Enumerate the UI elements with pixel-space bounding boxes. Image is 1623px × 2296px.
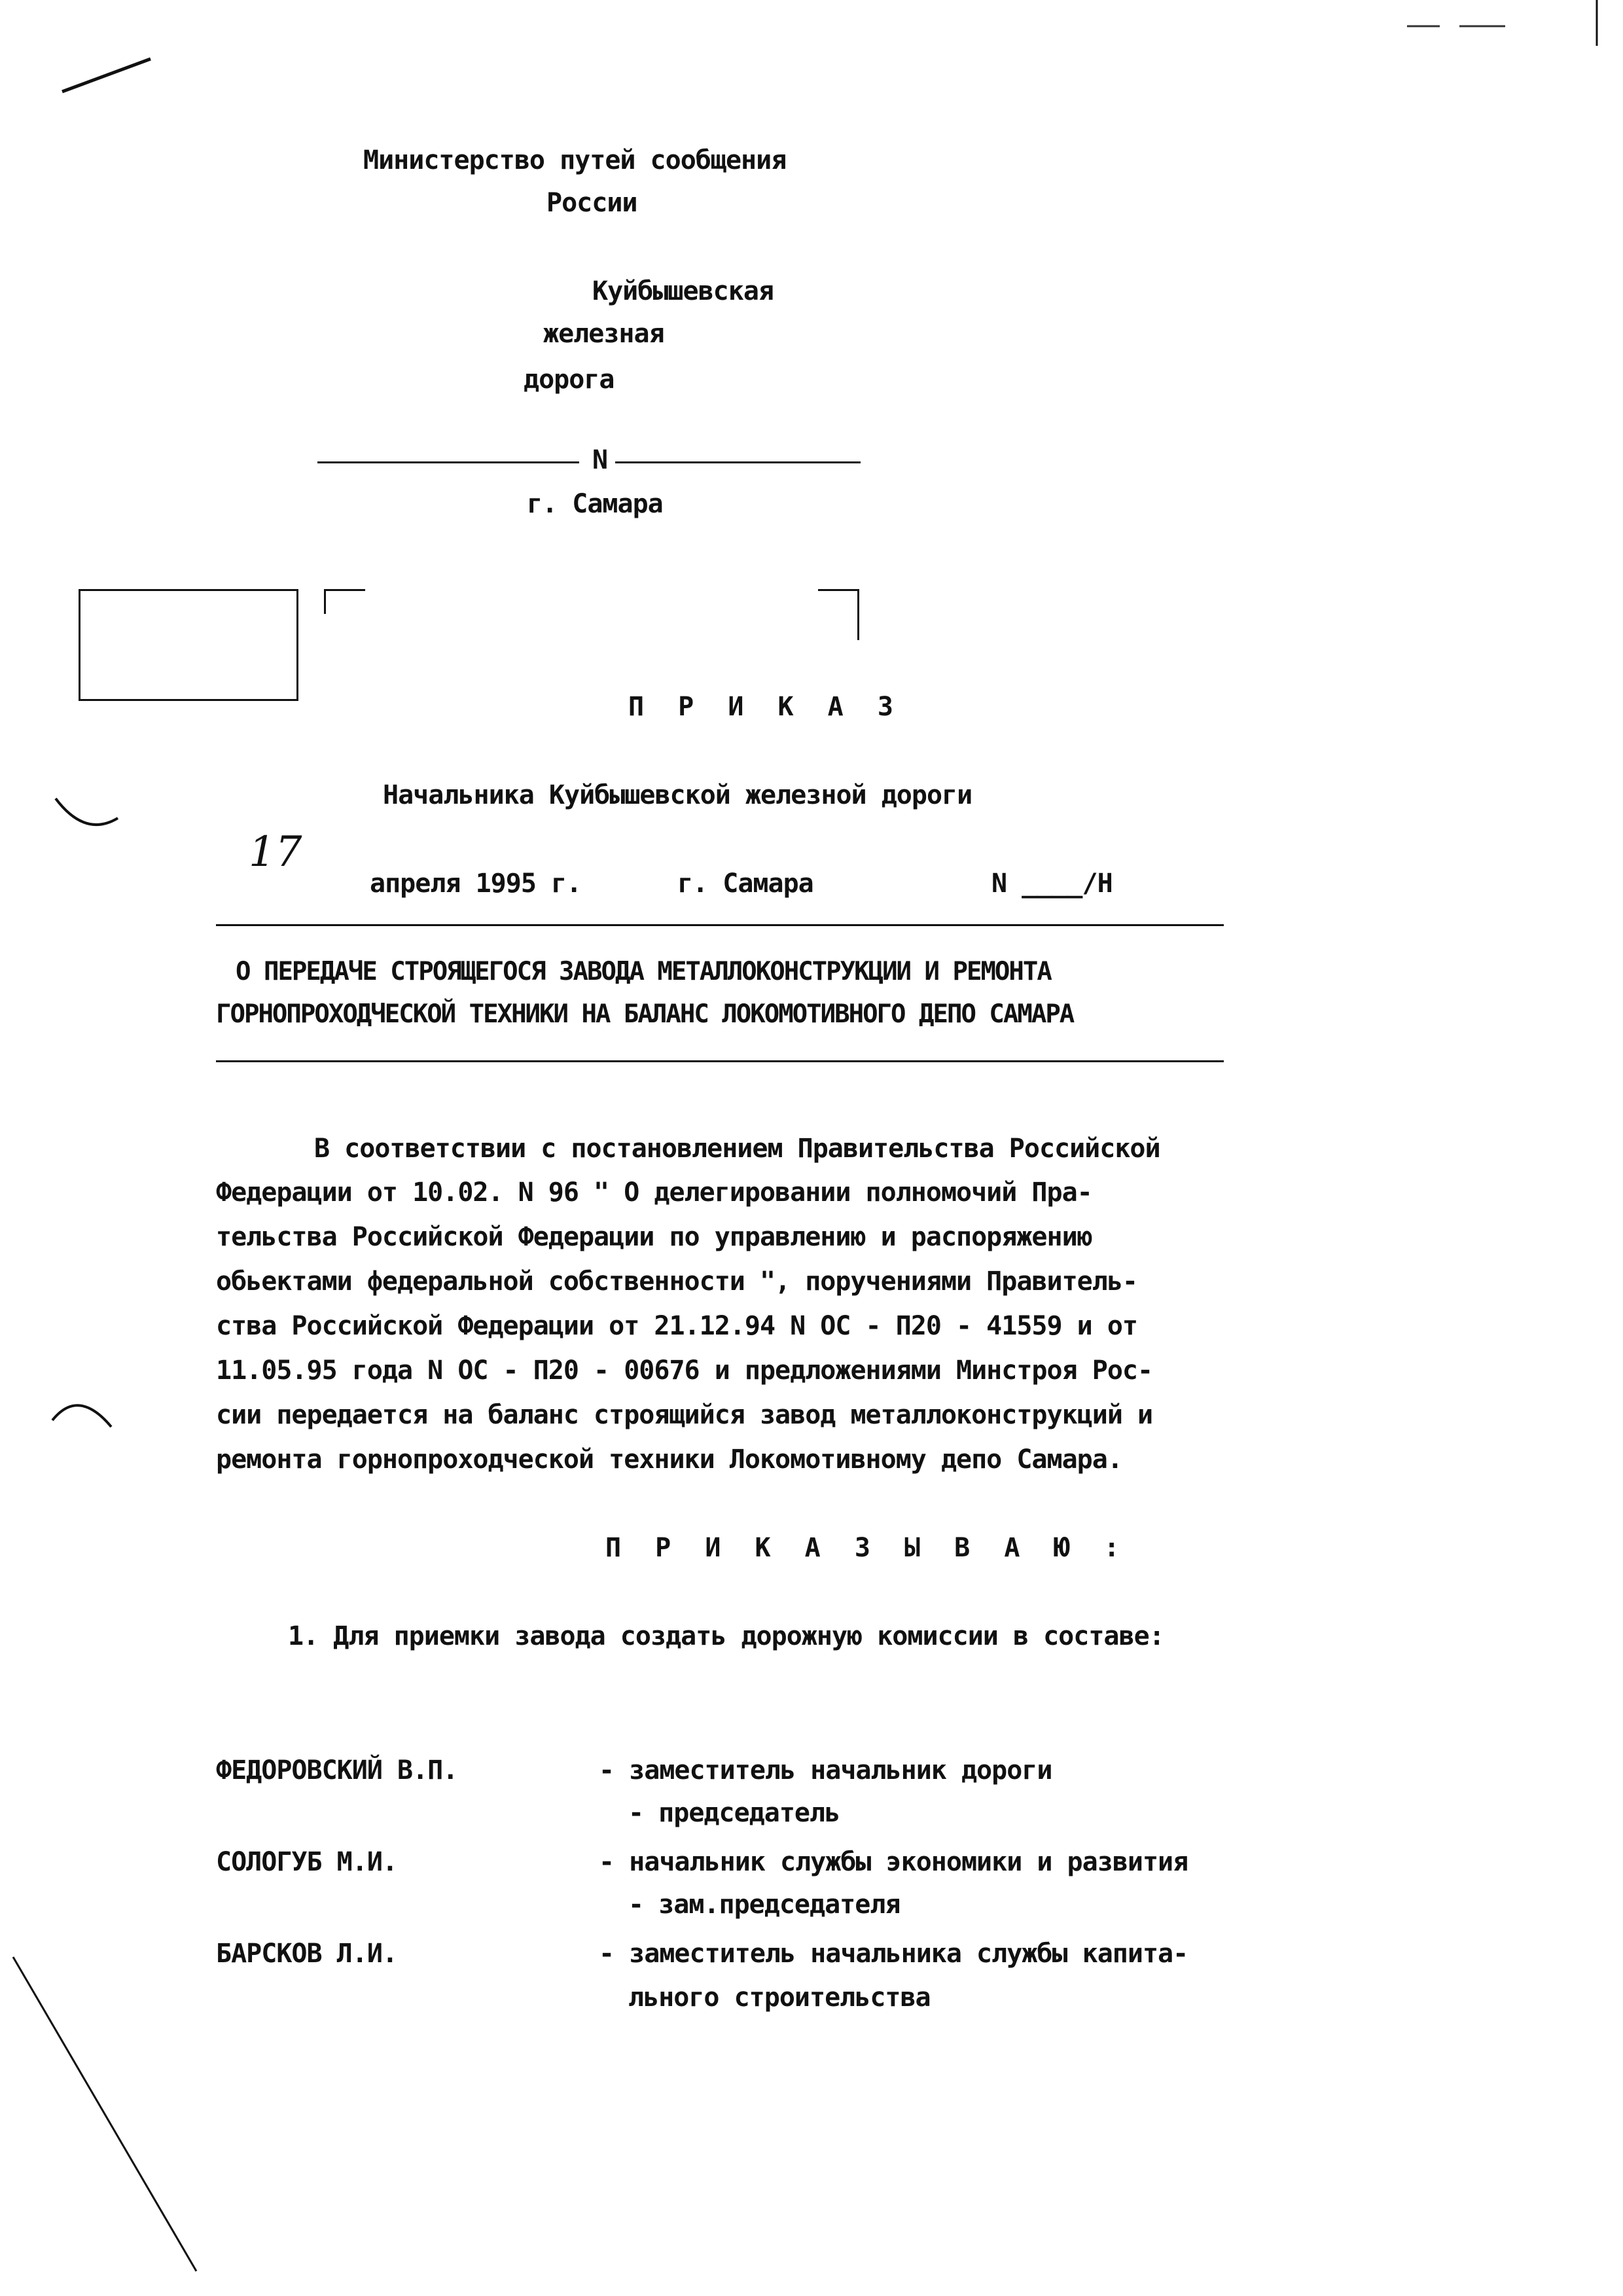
subject-rule-bottom — [216, 1060, 1224, 1062]
body-line: обьектами федеральной собственности ", поручениями Правитель- — [216, 1266, 1138, 1297]
subject-line1: О ПЕРЕДАЧЕ СТРОЯЩЕГОСЯ ЗАВОДА МЕТАЛЛОКОНСТРУКЦИИ И РЕМОНТА — [236, 957, 1051, 986]
subject-line2: ГОРНОПРОХОДЧЕСКОЙ ТЕХНИКИ НА БАЛАНС ЛОКОМОТИВНОГО ДЕПО САМАРА — [216, 999, 1074, 1029]
registration-stamp-frame — [79, 589, 298, 701]
order-title: П Р И К А З — [628, 692, 902, 722]
commission-member-role-sub: - председатель — [628, 1798, 840, 1828]
header-city: г. Самара — [527, 489, 663, 519]
order-date-day: 17 — [249, 828, 302, 876]
orders-heading: П Р И К А З Ы В А Ю : — [605, 1533, 1129, 1563]
addressee-bracket-right — [818, 589, 859, 640]
body-line: В соответствии с постановлением Правительства Российской — [314, 1134, 1160, 1164]
addressee-bracket-left — [324, 589, 365, 614]
order-number: N ____/Н — [991, 869, 1113, 899]
scan-arc-mark — [56, 798, 118, 825]
commission-member-name: СОЛОГУБ М.И. — [216, 1847, 397, 1877]
order-item-1: 1. Для приемки завода создать дорожную комиссии в составе: — [288, 1621, 1164, 1651]
order-city: г. Самара — [677, 869, 813, 899]
body-line: 11.05.95 года N ОС - П20 - 00676 и предложениями Минстроя Рос- — [216, 1355, 1153, 1386]
outgoing-number-line-left — [317, 461, 579, 463]
railway-name-line2: железная — [543, 319, 664, 349]
body-line: сии передается на баланс строящийся завод металлоконструкций и — [216, 1400, 1153, 1430]
commission-member-role: - заместитель начальника службы капита- — [599, 1939, 1188, 1969]
body-line: тельства Российской Федерации по управлению и распоряжению — [216, 1222, 1092, 1252]
pen-stroke-mark — [62, 59, 151, 92]
subject-rule-top — [216, 924, 1224, 926]
ministry-name-line1: Министерство путей сообщения — [363, 145, 787, 175]
commission-member-role-sub: - зам.председателя — [628, 1890, 901, 1920]
scan-arc-mark — [52, 1405, 111, 1427]
scan-diagonal-line — [13, 1957, 196, 2271]
body-line: ства Российской Федерации от 21.12.94 N ОС - П20 - 41559 и от — [216, 1311, 1138, 1341]
commission-member-role: - начальник службы экономики и развития — [599, 1847, 1188, 1877]
body-line: Федерации от 10.02. N 96 " О делегировании полномочий Пра- — [216, 1177, 1092, 1208]
body-line: ремонта горнопроходческой техники Локомотивному депо Самара. — [216, 1444, 1122, 1475]
commission-member-name: ФЕДОРОВСКИЙ В.П. — [216, 1755, 458, 1785]
railway-name-line3: дорога — [524, 365, 615, 395]
commission-member-name: БАРСКОВ Л.И. — [216, 1939, 397, 1969]
railway-name-line1: Куйбышевская — [592, 276, 774, 306]
outgoing-number-sign: N — [592, 445, 608, 475]
commission-member-role: - заместитель начальник дороги — [599, 1755, 1052, 1785]
outgoing-number-line-right — [615, 461, 861, 463]
commission-member-role-sub: льного строительства — [628, 1982, 931, 2013]
order-issuer: Начальника Куйбышевской железной дороги — [383, 780, 972, 810]
order-date: апреля 1995 г. — [370, 869, 582, 899]
ministry-name-line2: России — [546, 188, 637, 218]
